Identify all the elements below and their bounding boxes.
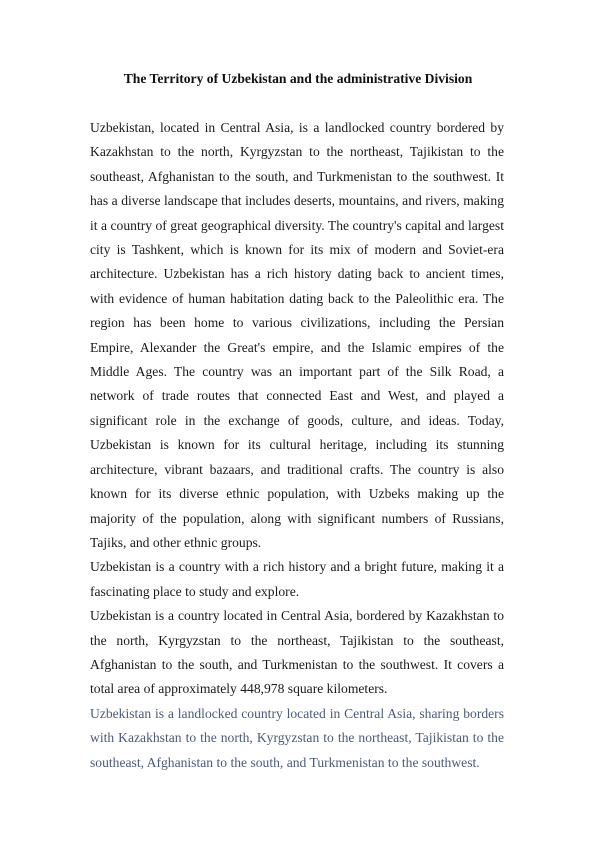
paragraph-overview: Uzbekistan, located in Central Asia, is a landlocked country bordered by Kazakhstan to the north, Kyrgyzstan to the northeast, Tajikistan to the southeast, Afghanistan to the south, and Turkmenistan to the southwest. It has a diverse landscape that includes deserts, mountains, and rivers, making it a country of great geographical diversity. The country's capital and largest city is Tashkent, which is known for its mix of modern and Soviet-era architecture. Uzbekistan has a rich history dating back to ancient times, with evidence of human habitation dating back to the Paleolithic era. The region has been home to various civilizations, including the Persian Empire, Alexander the Great's empire, and the Islamic empires of the Middle Ages. The country was an important part of the Silk Road, a network of trade routes that connected East and West, and played a significant role in the exchange of goods, culture, and ideas. Today, Uzbekistan is known for its cultural heritage, including its stunning architecture, vibrant bazaars, and traditional crafts. The country is also known for its diverse ethnic population, with Uzbeks making up the majority of the population, along with significant numbers of Russians, Tajiks, and other ethnic groups. [90,120,504,550]
paragraph-summary: Uzbekistan is a country with a rich history and a bright future, making it a fascinating place to study and explore. [90,559,504,599]
paragraph-landlocked: Uzbekistan is a landlocked country located in Central Asia, sharing borders with Kazakhstan to the north, Kyrgyzstan to the northeast, Tajikistan to the southeast, Afghanistan to the south, and Turkmenistan to the southwest. [90,705,504,770]
document-title: The Territory of Uzbekistan and the administrative Division [123,71,473,86]
document-body [90,116,504,775]
paragraph-location-area: Uzbekistan is a country located in Central Asia, bordered by Kazakhstan to the north, Kyrgyzstan to the northeast, Tajikistan to the southeast, Afghanistan to the south, and Turkmenistan to the southwest. It covers a total area of approximately 448,978 square kilometers. [90,608,504,697]
